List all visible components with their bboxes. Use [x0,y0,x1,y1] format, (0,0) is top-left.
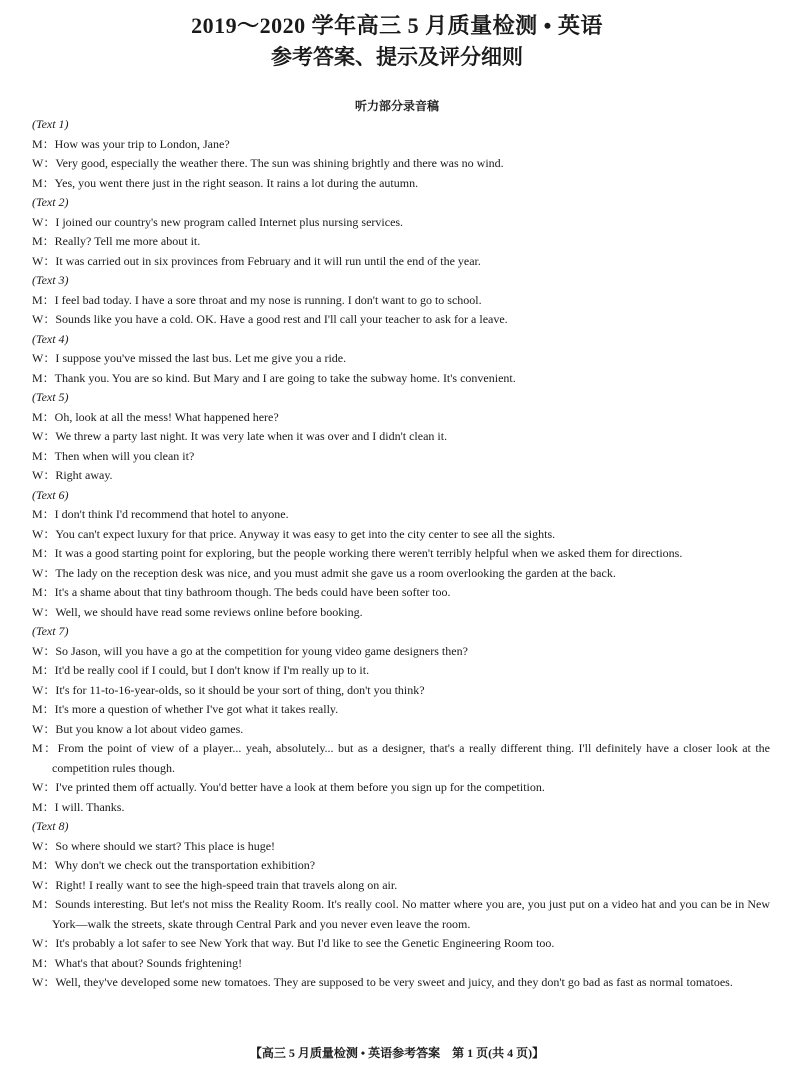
dialogue-text: Sounds interesting. But let's not miss the Reality Room. It's really cool. No matter where you are, you just put on a video hat and you can be in New York—walk the streets, skate through Central Park and you never even leave the room. [52,897,770,931]
speaker-label: W： [32,682,56,697]
dialogue-line [32,564,770,584]
speaker-label: M： [32,702,55,716]
dialogue-line [32,310,770,330]
page-footer: 【高三 5 月质量检测 • 英语参考答案 第 1 页(共 4 页)】 [249,1046,545,1060]
speaker-label: W： [32,643,56,658]
dialogue-text: Thank you. You are so kind. But Mary and I are going to take the subway home. It's convenient. [54,370,516,385]
speaker-label: M： [32,370,55,385]
dialogue-line [32,447,770,467]
dialogue-line [32,135,770,155]
dialogue-line [32,505,770,525]
speaker-label: W： [32,312,56,326]
speaker-label: M： [32,897,55,911]
speaker-label: W： [32,780,56,794]
speaker-label: W： [32,351,56,365]
dialogue-text: You can't expect luxury for that price. Anyway it was easy to get into the city center to see all the sights. [55,526,556,541]
dialogue-line [32,876,770,896]
dialogue-text: Why don't we check out the transportation exhibition? [54,858,316,872]
text-section-label: (Text 4) [32,331,69,346]
speaker-label: M： [32,136,55,151]
speaker-label: M： [32,858,55,872]
dialogue-line [32,973,770,993]
dialogue-line [32,154,770,174]
text-section-label: (Text 7) [32,624,69,638]
speaker-label: M： [32,175,55,190]
listening-transcript [32,115,770,993]
dialogue-line [32,369,770,389]
text-section-label: (Text 1) [32,117,69,131]
speaker-label: M： [32,234,55,248]
dialogue-line [32,291,770,311]
text-section-label: (Text 6) [32,487,69,502]
speaker-label: W： [32,526,56,541]
dialogue-text: How was your trip to London, Jane? [54,136,230,151]
speaker-label: W： [32,877,56,892]
speaker-label: M： [32,507,55,521]
dialogue-text: What's that about? Sounds frightening! [54,955,243,970]
dialogue-line [32,954,770,974]
text-section-label: (Text 3) [32,273,69,287]
speaker-label: W： [32,936,56,950]
dialogue-line [32,661,770,681]
dialogue-text: It's a shame about that tiny bathroom though. The beds could have been softer too. [54,585,451,599]
dialogue-text: Well, they've developed some new tomatoes. They are supposed to be very sweet and juicy, and they don't go bad as fast as normal tomatoes. [55,975,733,989]
speaker-label: M： [32,546,55,560]
dialogue-text: It's for 11-to-16-year-olds, so it should be your sort of thing, don't you think? [55,682,425,697]
dialogue-text: It was a good starting point for exploring, but the people working there weren't terribly helpful when we asked them for directions. [54,546,683,560]
dialogue-line [32,583,770,603]
text-section-label: (Text 8) [32,819,69,833]
dialogue-text: So where should we start? This place is huge! [55,838,276,853]
dialogue-line [32,895,770,934]
dialogue-line [32,252,770,272]
dialogue-text: Right away. [55,468,113,482]
dialogue-text: So Jason, will you have a go at the competition for young video game designers then? [55,643,468,658]
dialogue-line [32,739,770,778]
speaker-label: W： [32,838,56,853]
dialogue-text: It's more a question of whether I've got what it takes really. [54,702,339,716]
dialogue-line [32,525,770,545]
dialogue-line [32,466,770,486]
dialogue-text: Then when will you clean it? [54,448,195,463]
dialogue-text: Oh, look at all the mess! What happened here? [54,409,279,424]
dialogue-text: It's probably a lot safer to see New York that way. But I'd like to see the Genetic Engineering Room too. [55,936,555,950]
speaker-label: M： [32,585,55,599]
dialogue-text: It was carried out in six provinces from February and it will run until the end of the year. [55,253,481,268]
dialogue-line [32,778,770,798]
dialogue-line [32,427,770,447]
speaker-label: W： [32,214,56,229]
dialogue-line [32,934,770,954]
dialogue-text: I will. Thanks. [54,799,125,814]
dialogue-text: I feel bad today. I have a sore throat and my nose is running. I don't want to go to school. [54,292,482,307]
dialogue-line [32,700,770,720]
dialogue-line [32,681,770,701]
dialogue-text: Very good, especially the weather there. The sun was shining brightly and there was no wind. [55,156,504,170]
page-subtitle: 参考答案、提示及评分细则 [271,45,523,69]
speaker-label: M： [32,663,55,677]
dialogue-text: We threw a party last night. It was very late when it was over and I didn't clean it. [55,429,448,443]
speaker-label: M： [32,409,55,424]
section-heading: 听力部分录音稿 [354,99,439,113]
speaker-label: M： [32,799,55,814]
dialogue-line [32,720,770,740]
dialogue-text: Well, we should have read some reviews online before booking. [55,604,363,619]
dialogue-line [32,349,770,369]
page-title: 2019～2020 学年高三 5 月质量检测 • 英语 [191,13,603,38]
text-section-label: (Text 2) [32,195,69,209]
dialogue-line [32,544,770,564]
speaker-label: M： [32,448,55,463]
dialogue-text: I don't think I'd recommend that hotel to anyone. [54,507,289,521]
dialogue-text: I joined our country's new program called Internet plus nursing services. [55,214,404,229]
dialogue-line [32,603,770,623]
speaker-label: W： [32,975,56,989]
speaker-label: W： [32,468,56,482]
dialogue-text: From the point of view of a player... yeah, absolutely... but as a designer, that's a really different thing. I'll definitely have a closer look at the competition rules though. [52,741,770,775]
dialogue-text: Yes, you went there just in the right season. It rains a lot during the autumn. [54,175,419,190]
speaker-label: W： [32,429,56,443]
dialogue-line [32,232,770,252]
dialogue-line [32,856,770,876]
dialogue-text: Right! I really want to see the high-speed train that travels along on air. [55,877,398,892]
dialogue-text: Sounds like you have a cold. OK. Have a good rest and I'll call your teacher to ask for a leave. [55,312,508,326]
speaker-label: W： [32,156,56,170]
speaker-label: W： [32,721,56,736]
dialogue-line [32,798,770,818]
dialogue-line [32,174,770,194]
dialogue-text: I suppose you've missed the last bus. Let me give you a ride. [55,351,347,365]
dialogue-line [32,408,770,428]
dialogue-text: But you know a lot about video games. [55,721,244,736]
dialogue-text: It'd be really cool if I could, but I don't know if I'm really up to it. [54,663,370,677]
dialogue-text: The lady on the reception desk was nice, and you must admit she gave us a room overlooking the garden at the back. [55,565,616,580]
speaker-label: M： [32,955,55,970]
speaker-label: M： [32,741,58,755]
dialogue-line [32,642,770,662]
dialogue-line [32,213,770,233]
text-section-label: (Text 5) [32,390,69,404]
dialogue-text: Really? Tell me more about it. [54,234,201,248]
dialogue-line [32,837,770,857]
speaker-label: W： [32,565,56,580]
speaker-label: W： [32,253,56,268]
speaker-label: W： [32,604,56,619]
dialogue-text: I've printed them off actually. You'd better have a look at them before you sign up for the competition. [55,780,545,794]
speaker-label: M： [32,292,55,307]
